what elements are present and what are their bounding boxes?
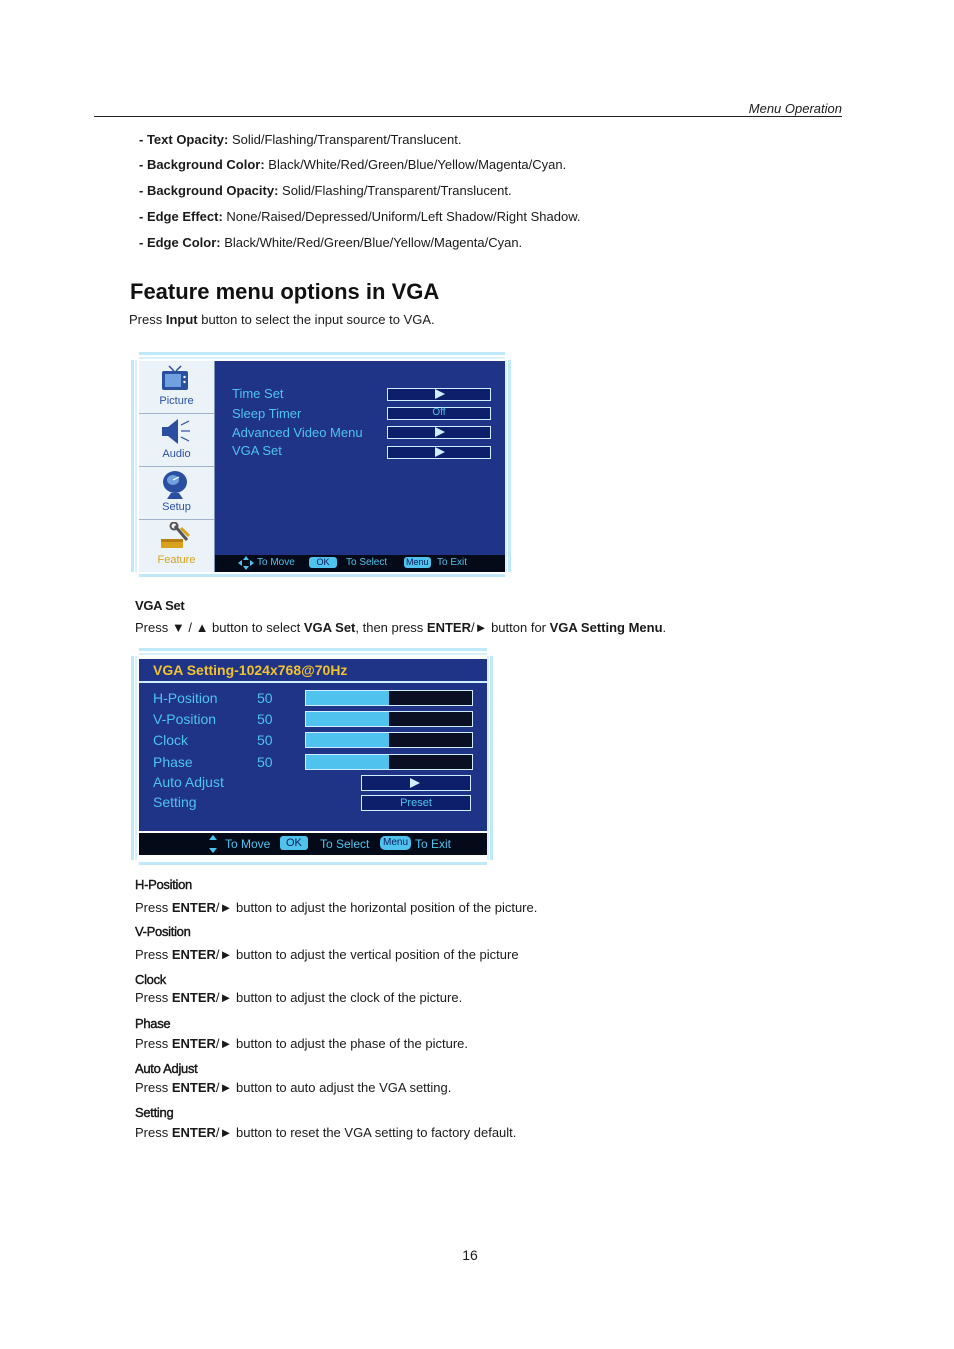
- down-arrow-icon: ▼: [171, 620, 185, 635]
- auto-adjust-heading: Auto Adjust: [135, 1061, 198, 1076]
- footer-exit-label: To Exit: [437, 557, 468, 568]
- menu-key-badge: Menu: [380, 836, 411, 850]
- menu-key-badge: Menu: [406, 557, 429, 567]
- menu-item-time-set[interactable]: Time Set: [232, 386, 284, 401]
- h-position-description: Press ENTER/► button to adjust the horizontal position of the picture.: [135, 900, 538, 915]
- vga-set-heading: VGA Set: [135, 598, 185, 613]
- h-position-slider[interactable]: [305, 690, 473, 706]
- tools-icon: [159, 522, 193, 552]
- menu-item-advanced-video[interactable]: Advanced Video Menu: [232, 425, 363, 440]
- arrow-right-icon: [435, 427, 445, 437]
- clock-value: 50: [257, 732, 273, 748]
- sidebar-item-picture[interactable]: [139, 361, 214, 414]
- slider-fill: [306, 691, 389, 705]
- footer-exit-label: To Exit: [415, 837, 452, 851]
- ok-key-badge: OK: [280, 836, 308, 850]
- sidebar-label: Audio: [162, 448, 191, 460]
- v-position-heading: V-Position: [135, 924, 191, 939]
- setting-description: Press ENTER/► button to reset the VGA setting to factory default.: [135, 1125, 517, 1140]
- sidebar-item-setup[interactable]: [139, 467, 214, 520]
- option-text-opacity: - Text Opacity: Solid/Flashing/Transparent/Translucent.: [139, 132, 462, 147]
- menu-item-sleep-timer[interactable]: Sleep Timer: [232, 406, 302, 421]
- advanced-video-arrow-box[interactable]: [387, 426, 491, 439]
- arrow-right-icon: [410, 778, 420, 788]
- sidebar-item-feature[interactable]: [139, 520, 214, 572]
- phase-value: 50: [257, 754, 273, 770]
- sidebar-label: Picture: [159, 395, 194, 407]
- page-number: 16: [462, 1247, 478, 1263]
- v-position-slider[interactable]: [305, 711, 473, 727]
- running-header: Menu Operation: [748, 101, 842, 116]
- time-set-arrow-box[interactable]: [387, 388, 491, 401]
- sleep-timer-value-box[interactable]: [387, 407, 491, 420]
- menu-item-h-position[interactable]: H-Position: [153, 690, 218, 706]
- menu-item-vga-set[interactable]: VGA Set: [232, 443, 282, 458]
- vga-set-description: Press ▼ / ▲ button to select VGA Set, then press ENTER/► button for VGA Setting Menu.: [135, 620, 667, 635]
- option-edge-effect: - Edge Effect: None/Raised/Depressed/Uniform/Left Shadow/Right Shadow.: [139, 209, 581, 224]
- section-intro: Press Input button to select the input source to VGA.: [129, 312, 435, 327]
- up-down-arrows-icon: [208, 835, 218, 853]
- slider-fill: [306, 712, 389, 726]
- phase-description: Press ENTER/► button to adjust the phase of the picture.: [135, 1036, 468, 1051]
- footer-select-label: To Select: [320, 837, 370, 851]
- footer-select-label: To Select: [346, 557, 388, 568]
- vga-setting-footer: [139, 833, 487, 855]
- footer-move-label: To Move: [257, 557, 295, 568]
- v-position-description: Press ENTER/► button to adjust the vertical position of the picture: [135, 947, 519, 962]
- menu-item-auto-adjust[interactable]: Auto Adjust: [153, 774, 224, 790]
- menu-item-phase[interactable]: Phase: [153, 754, 193, 770]
- section-title: Feature menu options in VGA: [130, 279, 440, 304]
- preset-button[interactable]: Preset: [361, 795, 471, 811]
- menu-item-v-position[interactable]: V-Position: [153, 711, 217, 727]
- vga-setting-title: VGA Setting-1024x768@70Hz: [153, 662, 348, 678]
- move-arrows-icon: [238, 556, 254, 570]
- sidebar-label: Feature: [157, 554, 196, 566]
- v-position-value: 50: [257, 711, 273, 727]
- auto-adjust-arrow-box[interactable]: [361, 775, 471, 791]
- clock-heading: Clock: [135, 972, 167, 987]
- sidebar-label: Setup: [162, 501, 191, 513]
- vga-set-arrow-box[interactable]: [387, 446, 491, 459]
- arrow-right-icon: [435, 389, 445, 399]
- slider-fill: [306, 755, 389, 769]
- option-edge-color: - Edge Color: Black/White/Red/Green/Blue/Yellow/Magenta/Cyan.: [139, 235, 523, 250]
- h-position-heading: H-Position: [135, 877, 192, 892]
- setting-heading: Setting: [135, 1105, 174, 1120]
- option-background-color: - Background Color: Black/White/Red/Green/Blue/Yellow/Magenta/Cyan.: [139, 157, 567, 172]
- clock-description: Press ENTER/► button to adjust the clock of the picture.: [135, 990, 463, 1005]
- phase-slider[interactable]: [305, 754, 473, 770]
- up-arrow-icon: ▲: [195, 620, 209, 635]
- menu-item-setting[interactable]: Setting: [153, 794, 197, 810]
- h-position-value: 50: [257, 690, 273, 706]
- sidebar-item-audio[interactable]: [139, 414, 214, 467]
- feature-menu-panel: [215, 361, 505, 555]
- footer-move-label: To Move: [225, 837, 271, 851]
- sleep-timer-value: Off: [432, 407, 446, 418]
- ok-key-badge: OK: [309, 557, 337, 568]
- auto-adjust-description: Press ENTER/► button to auto adjust the VGA setting.: [135, 1080, 452, 1095]
- feature-menu-sidebar: [139, 361, 215, 572]
- vga-setting-panel: [139, 683, 487, 831]
- tv-icon: [160, 364, 190, 394]
- clock-slider[interactable]: [305, 732, 473, 748]
- feature-menu-footer: [215, 555, 505, 572]
- phase-heading: Phase: [135, 1016, 171, 1031]
- option-background-opacity: - Background Opacity: Solid/Flashing/Transparent/Translucent.: [139, 183, 512, 198]
- header-rule: [94, 116, 842, 117]
- vga-setting-title-bar: [139, 659, 487, 683]
- slider-fill: [306, 733, 389, 747]
- satellite-icon: [161, 469, 191, 501]
- speaker-icon: [158, 417, 192, 447]
- menu-item-clock[interactable]: Clock: [153, 732, 189, 748]
- arrow-right-icon: [435, 447, 445, 457]
